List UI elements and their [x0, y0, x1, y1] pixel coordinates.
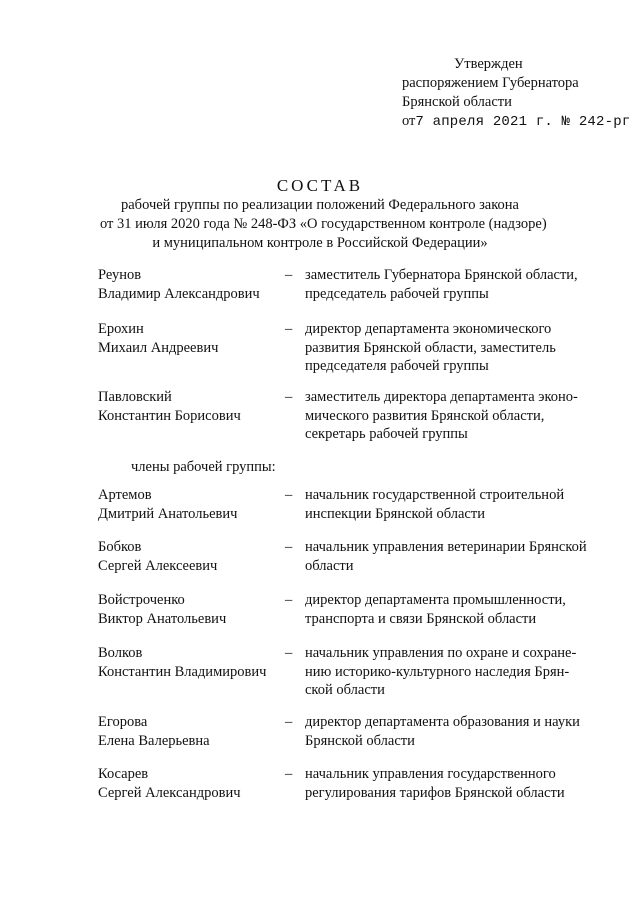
role-line: председателя рабочей группы	[305, 358, 489, 374]
member-name	[98, 538, 217, 575]
member-name	[98, 644, 266, 681]
dash-separator: –	[285, 389, 293, 405]
member-role	[305, 320, 615, 376]
members-section-label: члены рабочей группы:	[131, 459, 276, 475]
subtitle-line: от 31 июля 2020 года № 248-ФЗ «О государственном контроле (надзоре)	[100, 216, 547, 232]
approval-block	[402, 55, 630, 132]
role-line: нию историко-культурного наследия Брян-	[305, 663, 570, 680]
approval-date-line	[402, 112, 630, 132]
member-surname: Бобков	[98, 539, 142, 555]
member-name	[98, 765, 241, 802]
document-subtitle	[100, 196, 547, 253]
member-name	[98, 388, 241, 425]
dash-separator: –	[285, 487, 293, 503]
member-role	[305, 713, 615, 750]
role-line: области	[305, 557, 354, 574]
member-name	[98, 320, 218, 357]
dash-separator: –	[285, 267, 293, 283]
role-line: директор департамента образования и науки	[305, 714, 580, 730]
member-role	[305, 388, 615, 444]
member-given-name: Дмитрий Анатольевич	[98, 505, 238, 522]
role-line: развития Брянской области, заместитель	[305, 339, 556, 356]
member-role	[305, 644, 615, 700]
approval-region: Брянской области	[402, 94, 512, 110]
member-role	[305, 538, 615, 575]
member-role	[305, 765, 615, 802]
member-name	[98, 713, 210, 750]
role-line: начальник управления ветеринарии Брянской	[305, 539, 587, 555]
member-given-name: Сергей Александрович	[98, 784, 241, 801]
member-surname: Волков	[98, 645, 143, 661]
role-line: инспекции Брянской области	[305, 505, 485, 522]
member-surname: Ерохин	[98, 321, 144, 337]
subtitle-line: и муниципальном контроле в Российской Федерации»	[152, 235, 488, 251]
role-line: директор департамента промышленности,	[305, 592, 566, 608]
subtitle-line: рабочей группы по реализации положений Федерального закона	[121, 197, 519, 213]
member-name	[98, 591, 226, 628]
role-line: мического развития Брянской области,	[305, 407, 545, 424]
member-given-name: Константин Борисович	[98, 407, 241, 424]
member-surname: Егорова	[98, 714, 148, 730]
member-given-name: Константин Владимирович	[98, 663, 267, 680]
role-line: заместитель Губернатора Брянской области,	[305, 267, 578, 283]
member-name	[98, 266, 260, 303]
member-surname: Артемов	[98, 487, 152, 503]
role-line: заместитель директора департамента эконо-	[305, 389, 578, 405]
member-surname: Войстроченко	[98, 592, 185, 608]
document-title: СОСТАВ	[276, 176, 364, 195]
approval-authority: распоряжением Губернатора	[402, 75, 579, 91]
dash-separator: –	[285, 539, 293, 555]
role-line: Брянской области	[305, 732, 415, 749]
role-line: регулирования тарифов Брянской области	[305, 784, 565, 801]
member-role	[305, 266, 615, 303]
member-role	[305, 486, 615, 523]
role-line: транспорта и связи Брянской области	[305, 610, 537, 627]
member-name	[98, 486, 237, 523]
member-given-name: Елена Валерьевна	[98, 732, 210, 749]
role-line: начальник государственной строительной	[305, 487, 565, 503]
dash-separator: –	[285, 714, 293, 730]
member-given-name: Виктор Анатольевич	[98, 610, 227, 627]
role-line: директор департамента экономического	[305, 321, 552, 337]
role-line: ской области	[305, 682, 385, 698]
dash-separator: –	[285, 645, 293, 661]
member-surname: Косарев	[98, 766, 149, 782]
member-given-name: Михаил Андреевич	[98, 339, 219, 356]
role-line: начальник управления государственного	[305, 766, 556, 782]
member-role	[305, 591, 615, 628]
role-line: председатель рабочей группы	[305, 285, 489, 302]
member-given-name: Владимир Александрович	[98, 285, 260, 302]
member-surname: Павловский	[98, 389, 172, 405]
member-surname: Реунов	[98, 267, 142, 283]
role-line: секретарь рабочей группы	[305, 426, 468, 442]
dash-separator: –	[285, 766, 293, 782]
dash-separator: –	[285, 592, 293, 608]
dash-separator: –	[285, 321, 293, 337]
approval-date-stamp: 7 апреля 2021 г. № 242-рг	[415, 114, 631, 130]
approval-title: Утвержден	[454, 56, 523, 72]
approval-date-prefix: от	[402, 113, 416, 129]
role-line: начальник управления по охране и сохране-	[305, 645, 577, 661]
member-given-name: Сергей Алексеевич	[98, 557, 218, 574]
